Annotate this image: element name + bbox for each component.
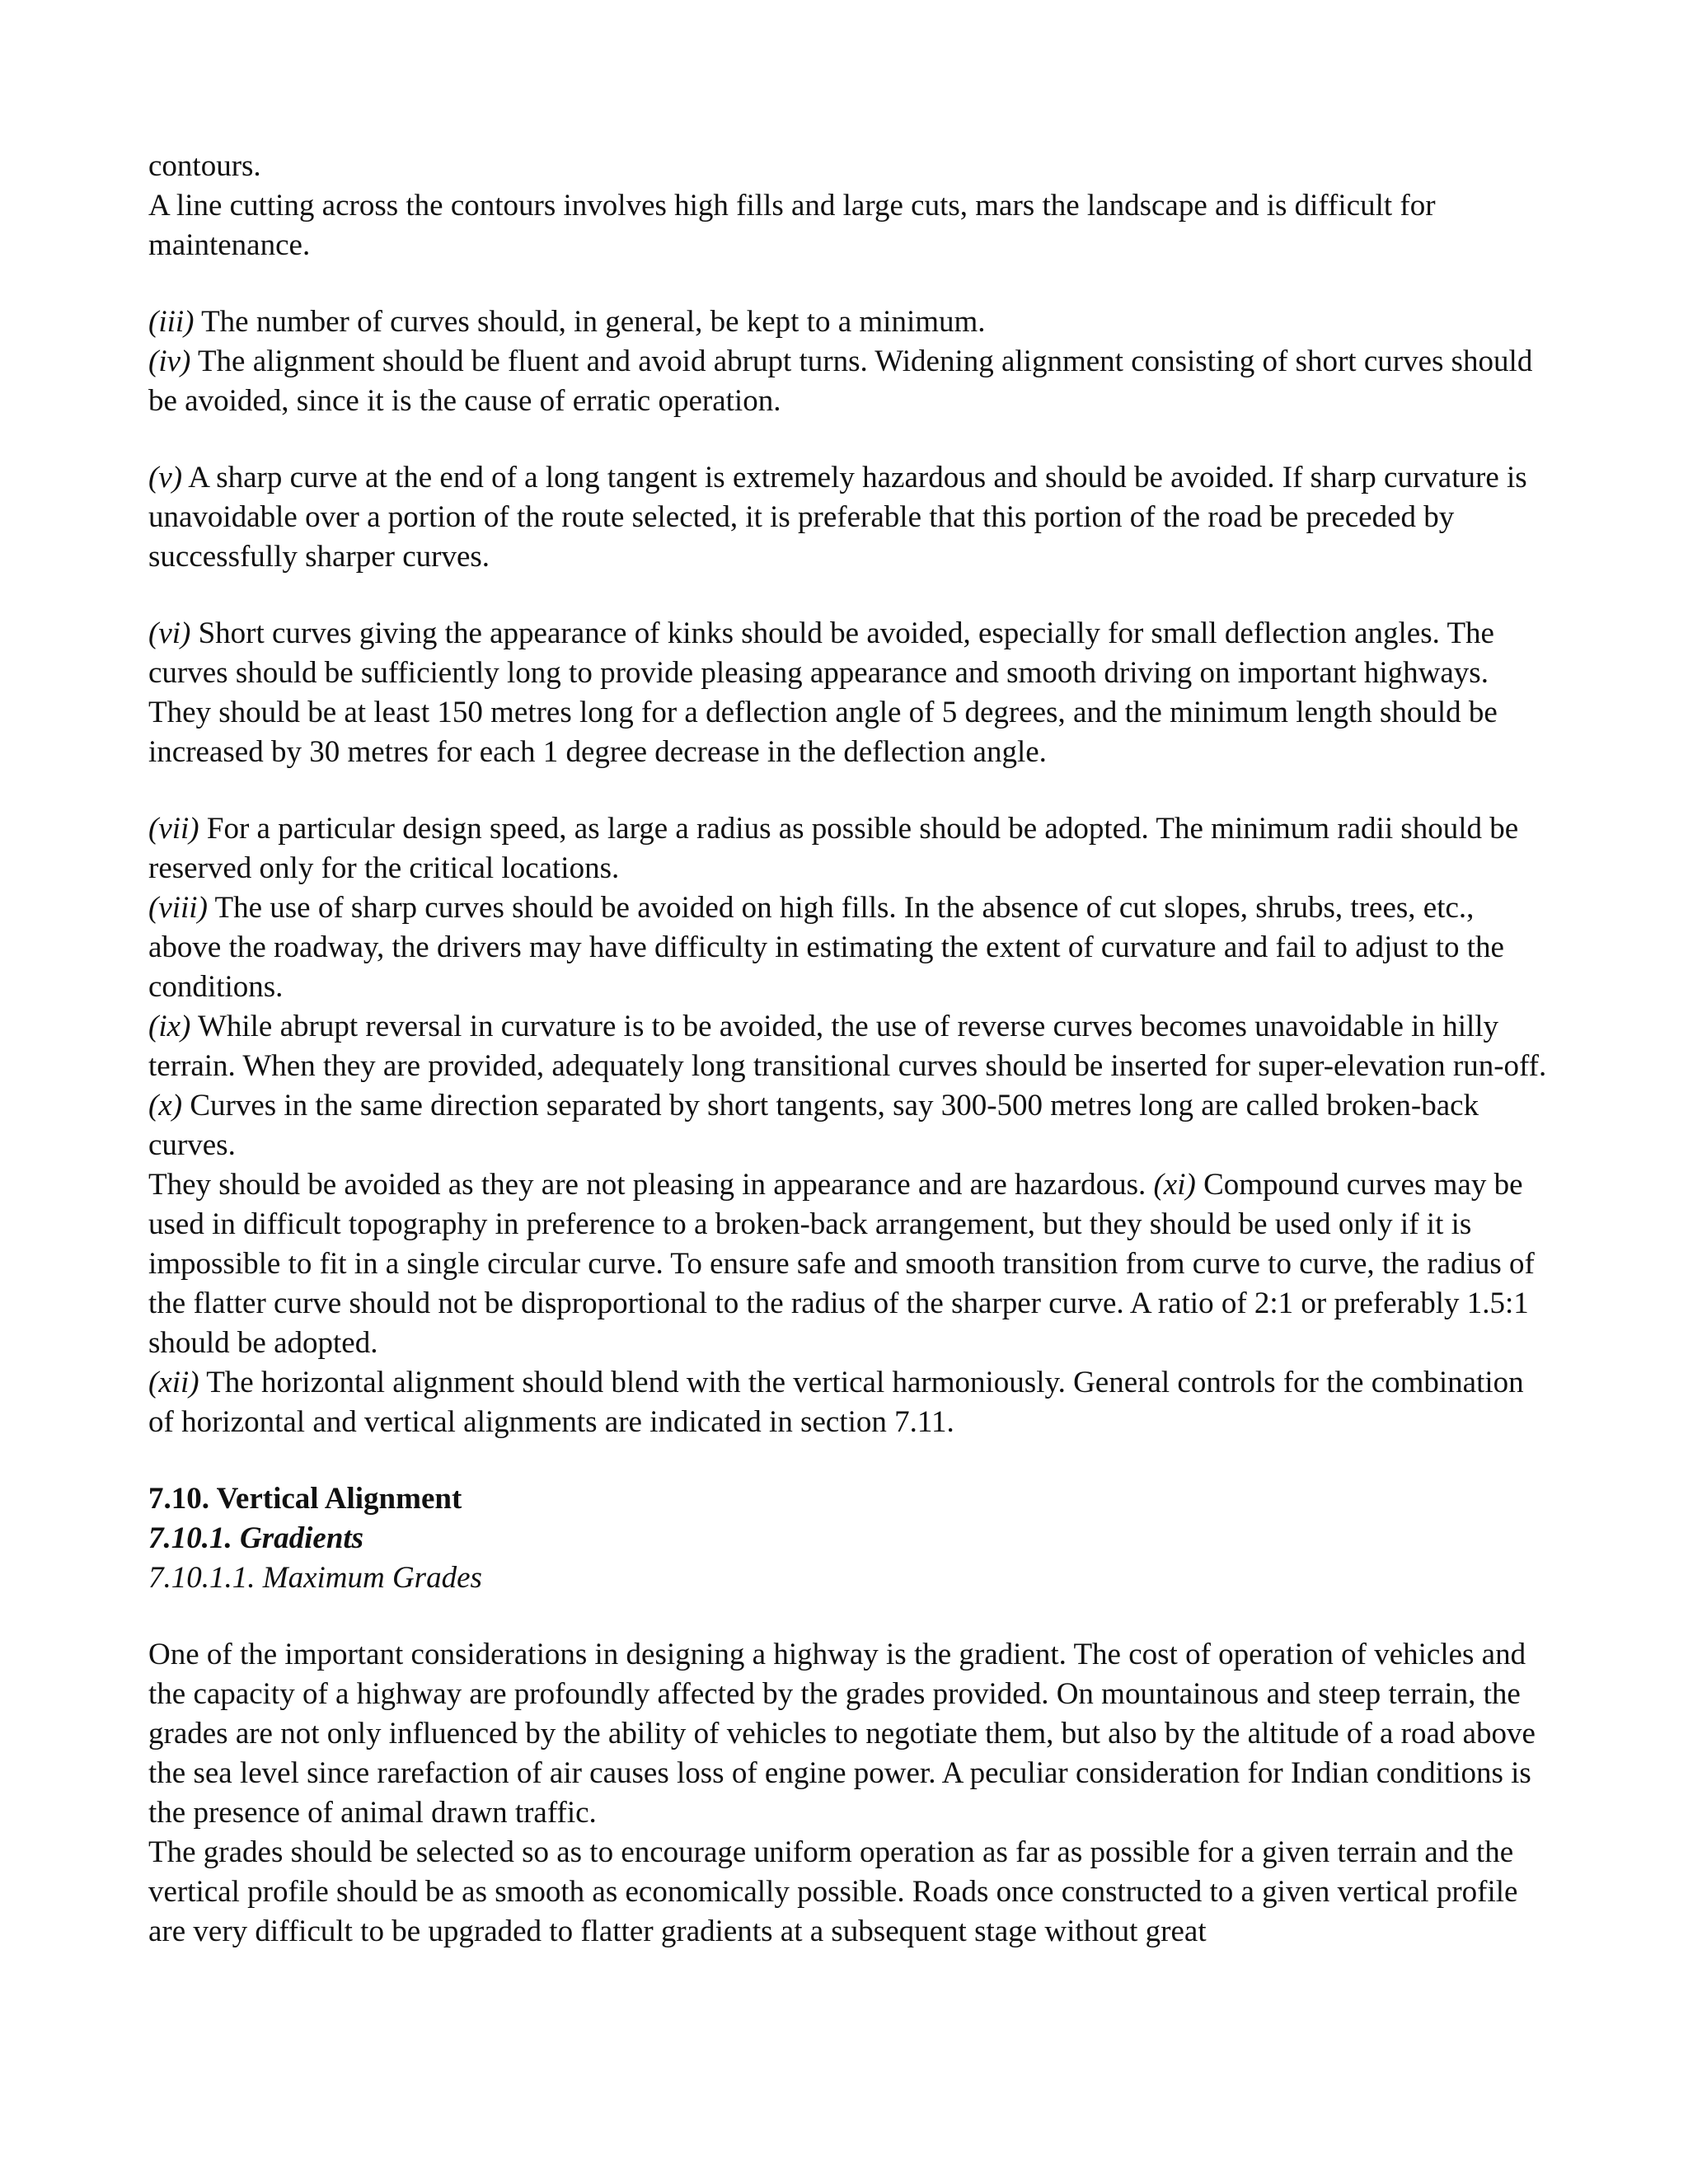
roman-numeral: (iii): [148, 305, 195, 339]
roman-numeral: (xi): [1153, 1168, 1196, 1202]
list-item-vi: (vi) Short curves giving the appearance of kinks should be avoided, especially for small deflection angles. The curves should be sufficiently long to provide pleasing appearance and smooth driving on important highways. They should be at least 150 metres long for a deflection angle of 5 degrees, and the minimum length should be increased by 30 metres for each 1 degree decrease in the deflection angle.: [148, 616, 1498, 769]
roman-numeral: (xii): [148, 1366, 199, 1399]
roman-numeral: (viii): [148, 891, 208, 925]
paragraph-gap: [148, 1442, 1550, 1479]
list-item-v: (v) A sharp curve at the end of a long tangent is extremely hazardous and should be avoided. If sharp curvature is unavoidable over a portion of the route selected, it is preferable that this portion of the road be preceded by successfully sharper curves.: [148, 461, 1527, 574]
paragraph-gap: [148, 1598, 1550, 1635]
roman-numeral: (iv): [148, 344, 191, 378]
list-item-viii: (viii) The use of sharp curves should be avoided on high fills. In the absence of cut slopes, shrubs, trees, etc., above the roadway, the drivers may have difficulty in estimating the extent of curvature and fail to adjust to the conditions.: [148, 891, 1504, 1004]
paragraph-grade-selection: The grades should be selected so as to encourage uniform operation as far as possible for a given terrain and the vertical profile should be as smooth as economically possible. Roads once constructed to a given vertical profile are very difficult to be upgraded to flatter gradients at a subsequent stage without great: [148, 1835, 1518, 1948]
paragraph-gap: [148, 577, 1550, 614]
list-item-xi: They should be avoided as they are not pleasing in appearance and are hazardous. (xi) Compound curves may be used in difficult topography in preference to a broken-back arrangement, but they should be used only if it is impossible to fit in a single circular curve. To ensure safe and smooth transition from curve to curve, the radius of the flatter curve should not be disproportional to the radius of the sharper curve. A ratio of 2:1 or preferably 1.5:1 should be adopted.: [148, 1168, 1535, 1360]
list-item-iv: (iv) The alignment should be fluent and avoid abrupt turns. Widening alignment consisting of short curves should be avoided, since it is the cause of erratic operation.: [148, 344, 1533, 418]
document-page: [148, 147, 1550, 1952]
list-item-vii: (vii) For a particular design speed, as large a radius as possible should be adopted. The minimum radii should be reserved only for the critical locations.: [148, 812, 1519, 885]
roman-numeral: (ix): [148, 1010, 191, 1043]
paragraph-gradient-intro: One of the important considerations in designing a highway is the gradient. The cost of operation of vehicles and the capacity of a highway are profoundly affected by the grades provided. On mountainous and steep terrain, the grades are not only influenced by the ability of vehicles to negotiate them, but also by the altitude of a road above the sea level since rarefaction of air causes loss of engine power. A peculiar consideration for Indian conditions is the presence of animal drawn traffic.: [148, 1638, 1536, 1830]
list-item-x: (x) Curves in the same direction separated by short tangents, say 300-500 metres long are called broken-back curves.: [148, 1089, 1479, 1162]
list-item-ix: (ix) While abrupt reversal in curvature is to be avoided, the use of reverse curves becomes unavoidable in hilly terrain. When they are provided, adequately long transitional curves should be inserted for super-elevation run-off.: [148, 1010, 1547, 1083]
section-heading: 7.10. Vertical Alignment: [148, 1482, 462, 1516]
roman-numeral: (vi): [148, 616, 191, 650]
paragraph-contours: contours.: [148, 149, 261, 183]
paragraph-gap: [148, 265, 1550, 302]
roman-numeral: (v): [148, 461, 183, 494]
paragraph-gap: [148, 772, 1550, 809]
list-item-xii: (xii) The horizontal alignment should blend with the vertical harmoniously. General controls for the combination of horizontal and vertical alignments are indicated in section 7.11.: [148, 1366, 1524, 1439]
subsection-heading: 7.10.1. Gradients: [148, 1521, 364, 1555]
list-item-iii: (iii) The number of curves should, in general, be kept to a minimum.: [148, 305, 986, 339]
paragraph-gap: [148, 421, 1550, 458]
roman-numeral: (vii): [148, 812, 199, 846]
subsubsection-heading: 7.10.1.1. Maximum Grades: [148, 1561, 482, 1595]
paragraph-line-cutting: A line cutting across the contours involves high fills and large cuts, mars the landscape and is difficult for maintenance.: [148, 189, 1436, 262]
roman-numeral: (x): [148, 1089, 183, 1122]
